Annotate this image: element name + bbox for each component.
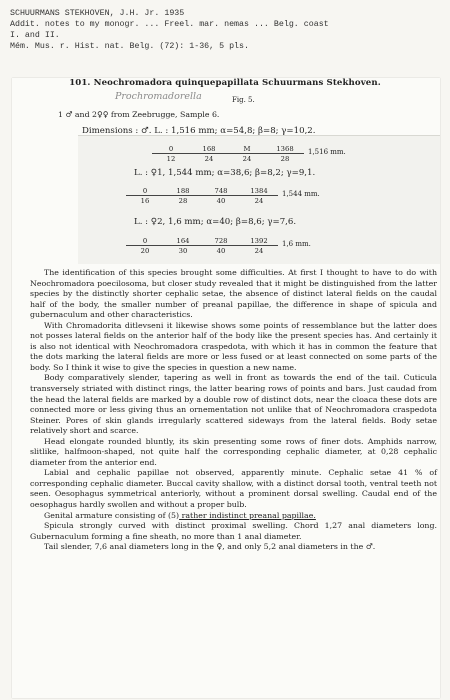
paragraph-comparison: With Chromadorita ditlevseni it likewise shows some points of ressemblance but the latter does not posses lateral fields on the anterior half of the body like the present species has. And certainly it is also not identical with Neochromadora craspedota, with which it has in common the feature that the dots marking the lateral fields are more or less fused or at least connected on some parts of the body. So I think it wise to give the species in question a new name. — [30, 320, 437, 372]
formula-cell: 24 — [242, 154, 252, 163]
formula-female-1 — [126, 186, 320, 205]
formula-total: 1,6 mm. — [282, 240, 311, 248]
formula-female-2 — [126, 236, 311, 255]
formula-cell: 16 — [140, 196, 150, 205]
formula-cell: 1368 — [266, 144, 304, 154]
paragraph-genital-armature — [30, 511, 437, 522]
species-title: 101. Neochromadora quinquepapillata Schuurmans Stekhoven. — [69, 78, 381, 88]
citation-title-cont: I. and II. — [10, 31, 60, 40]
formula-cell: M — [228, 144, 266, 154]
description-text — [30, 268, 437, 553]
formula-cell: 12 — [166, 154, 176, 163]
paragraph-body: Body comparatively slender, tapering as well in front as towards the end of the tail. Cuticula transversely striated with distinct rings, the latter bearing rows of points and bars. Just caudad from the head the lateral fields are marked by a double row of distinct dots, near the cloaca these dots are connected more or less giving thus an ornementation not unlike that of Neochromadora craspedota Steiner. Pores of skin glands irregularly scattered sideways from the lateral fields. Body setae relatively short and scarce. — [30, 373, 437, 436]
paragraph-papillae: Labial and cephalic papillae not observed, apparently minute. Cephalic setae 41 % of corresponding cephalic diameter. Buccal cavity shallow, with a distinct dorsal tooth, ventral teeth not seen. Oesophagus symmetrical anteriorly, without a prominent dorsal swelling. Caudal end of the oesophagus hardly swollen and without a proper bulb. — [30, 468, 437, 510]
citation-source: Mém. Mus. r. Hist. nat. Belg. (72): 1-36, 5 pls. — [10, 42, 249, 51]
formula-cell: 24 — [204, 154, 214, 163]
citation-header — [10, 8, 442, 52]
measurement-female-2: L. : ♀2, 1,6 mm; α=40; β=8,6; γ=7,6. — [134, 217, 297, 227]
formula-cell: 24 — [254, 196, 264, 205]
formula-cell: 20 — [140, 246, 150, 255]
formula-cell: 0 — [126, 236, 164, 246]
formula-cell: 28 — [280, 154, 290, 163]
formula-cell: 728 — [202, 236, 240, 246]
paragraph-identification: The identification of this species brought some difficulties. At first I thought to have to do with Neochromadora poecilosoma, but closer study revealed that it might be distinguished from the latter species by the distinctly shorter cephalic setae, the absence of distinct lateral fields on the caudal half of the body, the smaller number of preanal papillae, the difference in shape of spicula and gubernaculum and other characteristics. — [30, 268, 437, 320]
underlined-phrase: rather indistinct preanal papillae. — [179, 510, 316, 520]
formula-cell: 24 — [254, 246, 264, 255]
collection-note: 1 ♂ and 2♀♀ from Zeebrugge, Sample 6. — [58, 110, 220, 119]
paragraph-tail: Tail slender, 7,6 anal diameters long in the ♀, and only 5,2 anal diameters in the ♂. — [44, 542, 376, 552]
genital-text: Genital armature consisting of — [44, 510, 168, 520]
citation-author: SCHUURMANS STEKHOVEN, J.H. Jr. 1935 — [10, 9, 185, 18]
figure-reference: Fig. 5. — [232, 96, 255, 104]
handwritten-annotation: Prochromadorella — [115, 91, 202, 102]
formula-cell: 28 — [178, 196, 188, 205]
formula-cell: 168 — [190, 144, 228, 154]
formula-total: 1,544 mm. — [282, 190, 320, 198]
formula-cell: 0 — [126, 186, 164, 196]
formula-cell: 164 — [164, 236, 202, 246]
formula-cell: 188 — [164, 186, 202, 196]
formula-cell: 1384 — [240, 186, 278, 196]
formula-total: 1,516 mm. — [308, 148, 346, 156]
formula-cell: 748 — [202, 186, 240, 196]
formula-cell: 40 — [216, 246, 226, 255]
papillae-count-annotation: (5) — [168, 510, 180, 520]
formula-cell: 40 — [216, 196, 226, 205]
formula-cell: 30 — [178, 246, 188, 255]
formula-cell: 0 — [152, 144, 190, 154]
formula-cell: 1392 — [240, 236, 278, 246]
formula-male — [152, 144, 346, 163]
measurement-male: Dimensions : ♂. L. : 1,516 mm; α=54,8; β=8; γ=10,2. — [82, 126, 316, 136]
citation-title: Addit. notes to my monogr. ... Freel. mar. nemas ... Belg. coast — [10, 20, 329, 29]
measurement-female-1: L. : ♀1, 1,544 mm; α=38,6; β=8,2; γ=9,1. — [134, 168, 316, 178]
paragraph-spicula: Spicula strongly curved with distinct proximal swelling. Chord 1,27 anal diameters long. Gubernaculum forming a fine sheath, no more than 1 anal diameter. — [30, 521, 437, 541]
paragraph-head: Head elongate rounded bluntly, its skin presenting some rows of finer dots. Amphids narrow, slitlike, halfmoon-shaped, not quite half the corresponding cephalic diameter, at 0,28 cephalic diameter from the anterior end. — [30, 436, 437, 467]
